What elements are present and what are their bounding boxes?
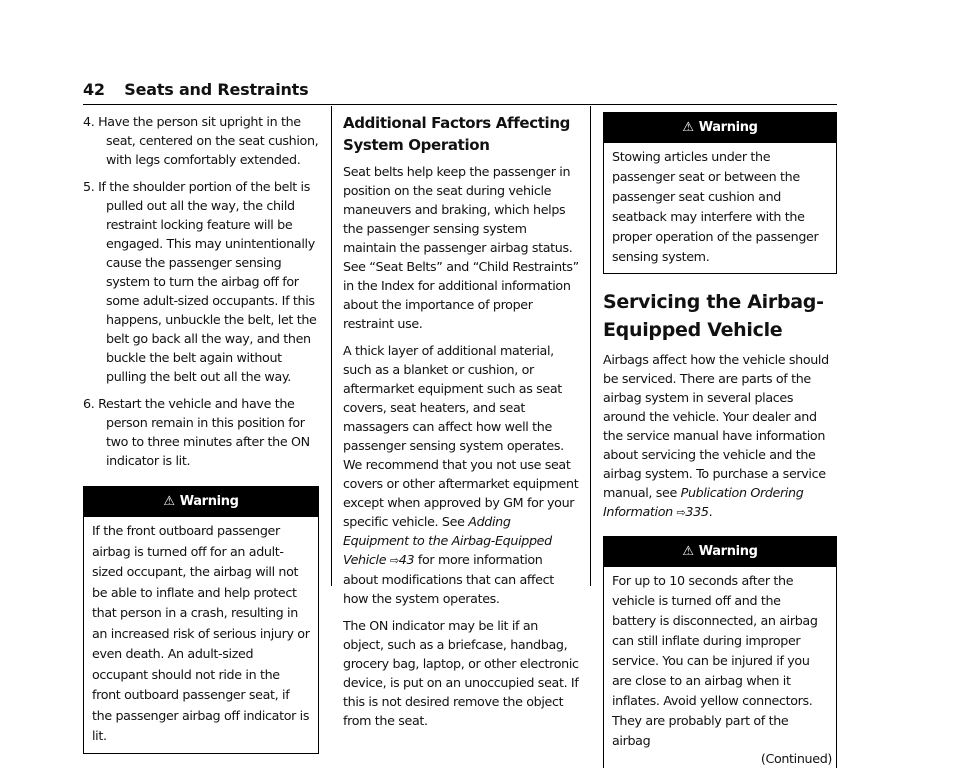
warning-body: Stowing articles under the passenger seat or between the passenger seat cushion and seatback may interfere with the proper operation of the passenger sensing system. <box>612 149 819 264</box>
page-header <box>83 80 308 99</box>
paragraph: Airbags affect how the vehicle should be serviced. There are parts of the airbag system in several places around the vehicle. Your dealer and the service manual have information about servicing the vehicle and the airbag system. To purchase a service manual, see Publication Ordering Information ⇨335. <box>603 352 829 519</box>
warning-triangle-icon: ⚠ <box>682 120 694 135</box>
warning-title: Warning <box>179 494 239 509</box>
list-item: 5. If the shoulder portion of the belt is pulled out all the way, the child restraint locking feature will be engaged. This may unintentionally cause the passenger sensing system to turn the airbag off for some adult-sized occupants. If this happens, unbuckle the belt, let the belt go back all the way, and then buckle the belt again without pulling the belt out all the way. <box>83 179 317 384</box>
column-2 <box>343 112 579 738</box>
column-3 <box>603 112 837 768</box>
warning-box-service <box>603 536 837 768</box>
warning-header <box>84 487 318 517</box>
warning-body: If the front outboard passenger airbag is turned off for an adult-sized occupant, the airbag will not be able to inflate and help protect that person in a crash, resulting in an increased risk of serious injury or even death. An adult-sized occupant should not ride in the front outboard passenger seat, if the passenger airbag off indicator is lit. <box>92 523 310 743</box>
column-divider-2 <box>590 106 591 586</box>
paragraph: The ON indicator may be lit if an object, such as a briefcase, handbag, grocery bag, laptop, or other electronic device, is put on an unoccupied seat. If this is not desired remove the object from the seat. <box>343 618 579 728</box>
steps-list <box>83 112 319 470</box>
section-heading: Servicing the Airbag-Equipped Vehicle <box>603 291 824 341</box>
warning-triangle-icon: ⚠ <box>163 494 175 509</box>
warning-header <box>604 113 836 143</box>
list-item: 4. Have the person sit upright in the seat, centered on the seat cushion, with legs comfortably extended. <box>83 114 319 167</box>
page-reference-icon: ⇨ <box>676 506 686 519</box>
column-1 <box>83 112 319 754</box>
section-title: Seats and Restraints <box>124 80 309 99</box>
page-reference[interactable]: 335 <box>685 504 709 519</box>
paragraph: Seat belts help keep the passenger in position on the seat during vehicle maneuvers and braking, which helps the passenger sensing system maintain the passenger airbag status. See “Seat Belts” and “Child Restraints” in the Index for additional information about the importance of proper restraint use. <box>343 164 579 331</box>
list-item: 6. Restart the vehicle and have the person remain in this position for two to three minutes after the ON indicator is lit. <box>83 396 310 468</box>
continued-label: (Continued) <box>760 751 832 766</box>
warning-header <box>604 537 836 567</box>
paragraph: A thick layer of additional material, such as a blanket or cushion, or aftermarket equipment such as seat covers, seat heaters, and seat massagers can affect how well the passenger sensing system operates. We recommend that you not use seat covers or other aftermarket equipment except when approved by GM for your specific vehicle. See Adding Equipment to the Airbag-Equipped Vehicle ⇨43 for more information about modifications that can affect how the system operates. <box>343 343 579 606</box>
warning-title: Warning <box>698 120 758 135</box>
column-divider-1 <box>331 106 332 586</box>
warning-triangle-icon: ⚠ <box>682 544 694 559</box>
warning-box-stowing <box>603 112 837 274</box>
page-reference-icon: ⇨ <box>389 554 399 567</box>
header-rule <box>83 104 837 105</box>
page-number: 42 <box>83 80 105 99</box>
cross-reference-link[interactable]: Adding Equipment to the Airbag-Equipped Vehicle <box>343 514 552 567</box>
section-heading: Additional Factors Affecting System Operation <box>343 114 571 154</box>
warning-title: Warning <box>698 544 758 559</box>
warning-box-airbag-off <box>83 486 319 754</box>
page-reference[interactable]: 43 <box>398 552 415 567</box>
cross-reference-link[interactable]: Publication Ordering Information <box>603 485 804 519</box>
warning-body: For up to 10 seconds after the vehicle is turned off and the battery is disconnected, an airbag can still inflate during improper service. You can be injured if you are close to an airbag when it inflates. Avoid yellow connectors. They are probably part of the airbag <box>612 573 818 748</box>
